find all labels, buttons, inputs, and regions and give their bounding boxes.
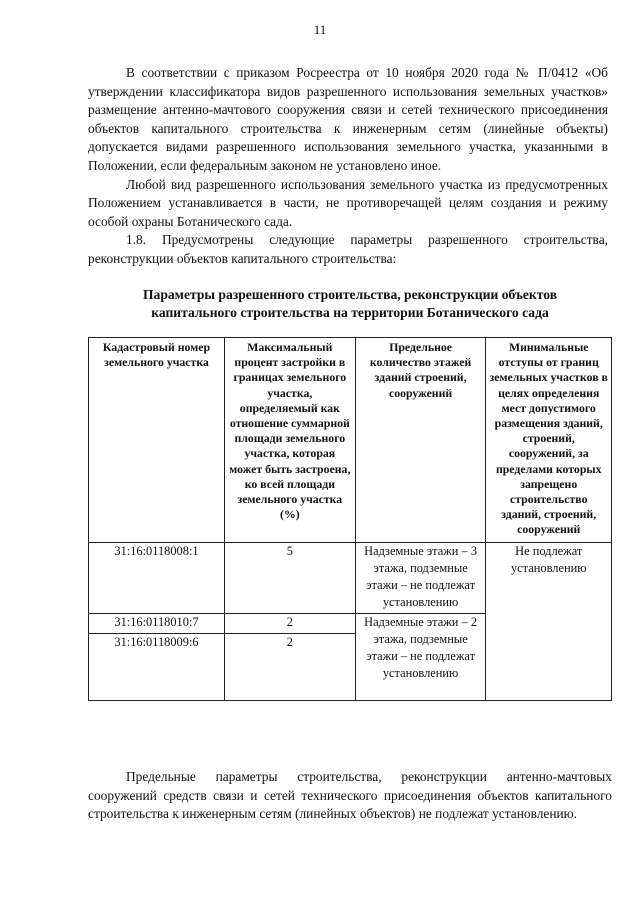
paragraph-rosreestr: В соответствии с приказом Росреестра от 10 ноября 2020 года № П/0412 «Об утверждении классификатора видов разрешенного использования земельных участков» размещение антенно-мачтового сооружения связи и сетей технического присоединения объектов капитального строительства к инженерным сетям (линейные объекты) допускается видами разрешенного использования земельного участка, указанными в Положении, если федеральным законом не установлено иное.: [88, 65, 608, 173]
cell-cadastral: 31:16:0118008:1: [89, 542, 225, 613]
parameters-table: [88, 337, 612, 701]
table-header-row: [89, 338, 612, 543]
paragraph-permitted-use: Любой вид разрешенного использования земельного участка из предусмотренных Положением устанавливается в части, не противоречащей целям создания и режиму особой охраны Ботанического сада.: [88, 176, 608, 229]
cell-cadastral: 31:16:0118010:7: [89, 613, 225, 633]
cell-percent: 5: [224, 542, 355, 613]
paragraph-antenna-limits: Предельные параметры строительства, реконструкции антенно-мачтовых сооружений средств связи и сетей технического присоединения объектов капитального строительства к инженерным сетям (линейных объектов) не подлежат установлению.: [88, 769, 612, 822]
footer-text: [88, 768, 612, 824]
cell-floors: Надземные этажи – 3 этажа, подземные этажи – не подлежат установлению: [355, 542, 486, 613]
cell-percent: 2: [224, 633, 355, 700]
header-cadastral: Кадастровый номер земельного участка: [89, 338, 225, 543]
paragraph-1-8: 1.8. Предусмотрены следующие параметры разрешенного строительства, реконструкции объектов капитального строительства:: [88, 232, 608, 266]
cell-setbacks: Не подлежат установлению: [486, 542, 612, 700]
cell-floors: Надземные этажи – 2 этажа, подземные этажи – не подлежат установлению: [355, 613, 486, 700]
header-setbacks: Минимальные отступы от границ земельных участков в целях определения мест допустимого размещения зданий, строений, сооружений, за пределами которых запрещено строительство зданий, строений, сооружений: [486, 338, 612, 543]
body-text: [88, 64, 608, 269]
cell-cadastral: 31:16:0118009:6: [89, 633, 225, 700]
cell-percent: 2: [224, 613, 355, 633]
header-floors: Предельное количество этажей зданий строений, сооружений: [355, 338, 486, 543]
header-percent: Максимальный процент застройки в границах земельного участка, определяемый как отношение суммарной площади земельного участка, которая может быть застроена, ко всей площади земельного участка (%): [224, 338, 355, 543]
page-number: 11: [313, 22, 327, 37]
table-title: Параметры разрешенного строительства, реконструкции объектов капитального строительства на территории Ботанического сада: [142, 287, 558, 320]
table-row: [89, 542, 612, 613]
